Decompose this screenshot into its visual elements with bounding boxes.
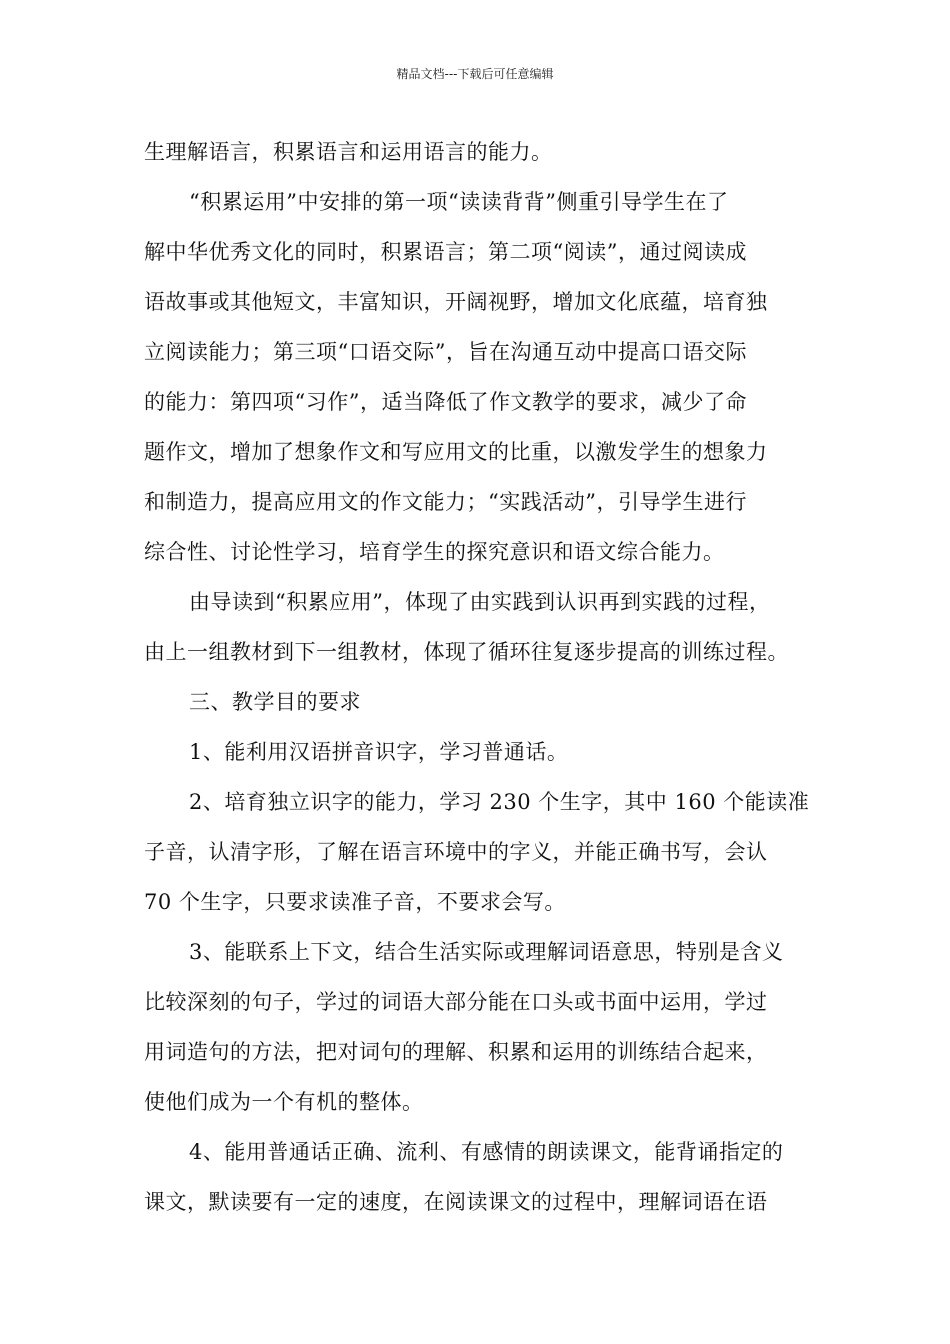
text-line: 课文，默读要有一定的速度，在阅读课文的过程中，理解词语在语 bbox=[144, 1190, 768, 1214]
text-line: 使他们成为一个有机的整体。 bbox=[144, 1090, 424, 1114]
paragraph-start-line: 由导读到“积累应用”，体现了由实践到认识再到实践的过程， bbox=[189, 590, 771, 614]
text-line: 的能力：第四项“习作”，适当降低了作文教学的要求，减少了命 bbox=[144, 390, 747, 414]
text-line: 解中华优秀文化的同时，积累语言；第二项“阅读”，通过阅读成 bbox=[144, 240, 747, 264]
list-item-4: 4、能用普通话正确、流利、有感情的朗读课文，能背诵指定的 bbox=[189, 1140, 784, 1164]
document-body bbox=[144, 127, 814, 1227]
text-line: 综合性、讨论性学习，培育学生的探究意识和语文综合能力。 bbox=[144, 540, 725, 564]
page-header: 精品文档---下载后可任意编辑 bbox=[396, 67, 554, 81]
text-line: 语故事或其他短文，丰富知识，开阔视野，增加文化底蕴，培育独 bbox=[144, 290, 768, 314]
list-item-1: 1、能利用汉语拼音识字，学习普通话。 bbox=[189, 740, 569, 764]
list-item-2: 2、培育独立识字的能力，学习 230 个生字，其中 160 个能读准 bbox=[189, 790, 810, 814]
text-line: 生理解语言，积累语言和运用语言的能力。 bbox=[144, 140, 553, 164]
text-line: 由上一组教材到下一组教材，体现了循环往复逐步提高的训练过程。 bbox=[144, 640, 789, 664]
text-line: 用词造句的方法，把对词句的理解、积累和运用的训练结合起来， bbox=[144, 1040, 768, 1064]
text-line: 和制造力，提高应用文的作文能力；“实践活动”，引导学生进行 bbox=[144, 490, 747, 514]
text-line: 70 个生字，只要求读准子音，不要求会写。 bbox=[144, 890, 566, 914]
text-line: 子音，认清字形，了解在语言环境中的字义，并能正确书写，会认 bbox=[144, 840, 768, 864]
list-item-3: 3、能联系上下文，结合生活实际或理解词语意思，特别是含义 bbox=[189, 940, 784, 964]
text-line: 立阅读能力；第三项“口语交际”，旨在沟通互动中提高口语交际 bbox=[144, 340, 747, 364]
text-line: 比较深刻的句子，学过的词语大部分能在口头或书面中运用，学过 bbox=[144, 990, 768, 1014]
text-line: 题作文，增加了想象作文和写应用文的比重，以激发学生的想象力 bbox=[144, 440, 768, 464]
section-heading: 三、教学目的要求 bbox=[189, 690, 361, 714]
paragraph-start-line: “积累运用”中安排的第一项“读读背背”侧重引导学生在了 bbox=[189, 190, 729, 214]
